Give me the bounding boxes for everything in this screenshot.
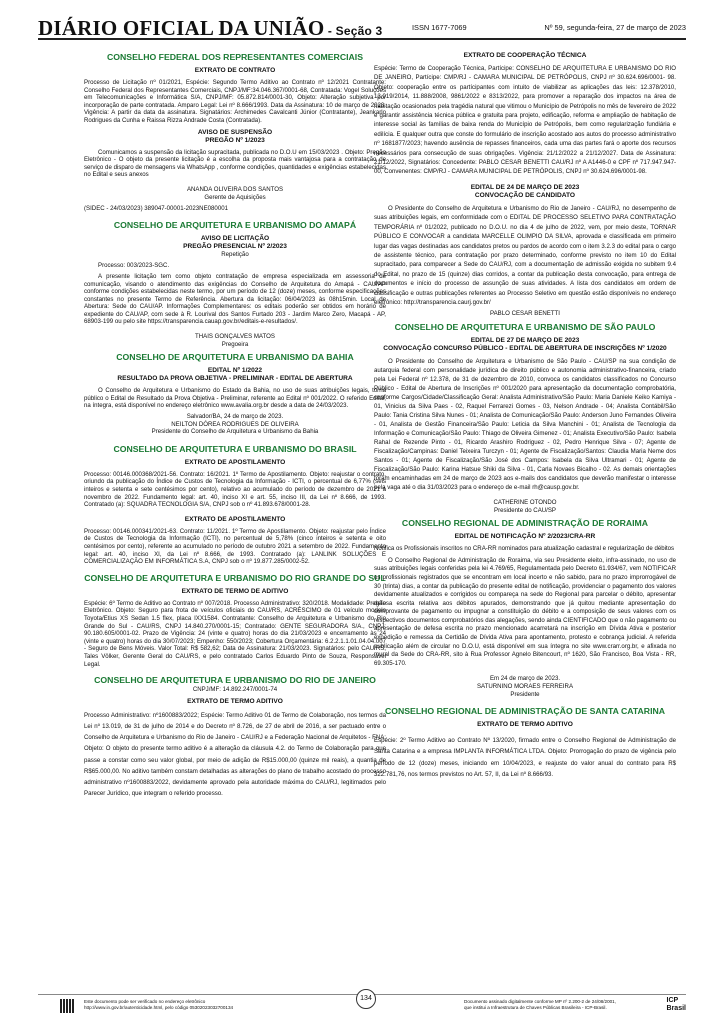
signature-name: SATURNINO MORAES FERREIRA [476,683,574,691]
act-title: EXTRATO DE TERMO ADITIVO [187,697,283,705]
signature-place-date: Salvador/BA, 24 de março de 2023. [186,413,284,421]
act-title: RESULTADO DA PROVA OBJETIVA - PRELIMINAR - EDITAL DE ABERTURA [117,375,353,383]
org-heading: CONSELHO DE ARQUITETURA E URBANISMO DE SÃO PAULO [394,321,656,332]
act-title: EXTRATO DE COOPERAÇÃO TÉCNICA [463,52,587,59]
act-title: AVISO DE SUSPENSÃO [197,128,273,136]
issn: ISSN 1677-7069 [412,23,467,32]
edition-info: Nº 59, segunda-feira, 27 de março de 2023 [544,23,686,32]
paragraph: Espécie: 6º Termo de Aditivo ao Contrato nº 007/2018. Processo Administrativo: 320/2018. Modalidade: Pregão Eletrônico. Objeto: Seguro para frota de veículos oficiais do CAU/RS, ACRÉSCIMO de 01 veículo modelo Toyota/Etius XS Sedan 1.5 flex, placa IXX1584. Contratante: Conselho de Arquitetura e Urbanismo do Rio Grande do Sul - CAU/RS, CNPJ 14.840.270/0001-15; Contratado: GENTE SEGURADORA S/A., CNPJ: 90.180.605/0001-02. Prazo de Vigência: 24 (vinte e quatro) horas do dia 21/03/2023 e encerramento às 24 (vinte e quatro) horas do dia 30/07/2023; Empenho: 550/2023; Cobertura Orçamentária: 6.2.2.1.1.01.04.04.007 - Seguro de Bens Móveis. Valor Total: R$ 582,62; Data de Assinatura: 21/03/2023. Signatários: pelo CAU/RS, Tales Völker, Gerente Geral do CAU/RS, e pelo contratado Carlos Eduardo Pinto de Souza, Responsável Legal. [84,599,386,668]
paragraph: Comunicamos a suspensão da licitação supracitada, publicada no D.O.U em 15/03/2023 . Objeto: Pregão Eletrônico - O objeto da presente licitação é a escolha da proposta mais vantajosa para a contratação de serviço de disparo de mensagens via WhatsApp , conforme condições, quantidades e exigências estabelecidas no Edital e seus anexos [84,148,386,179]
section-label: - Seção 3 [324,24,383,38]
signature-role: Gerente de Aquisições [204,193,266,201]
act-title: EXTRATO DE APOSTILAMENTO [184,458,286,466]
act-title: PREGÃO PRESENCIAL Nº 2/2023 [183,242,287,250]
page-footer [38,994,686,1019]
paragraph: Processo: 00146.000368/2021-56. Contrato: 16/2021. 1º Termo de Apostilamento. Objeto: reajustar o contrato, oriundo da publicação do Índice de Custos de Tecnologia da Informação - ICTI, o percentual de 6,77% (seis inteiros e setenta e sete centésimos por cento), relativo ao acumulado do período de dezembro de 2021 a novembro de 2022. Fundamento legal: art. 40, inciso XI e art. 55, inciso III, da Lei nº 8.666, de 1993. Contratado (a): SQUADRA TECNOLOGIA S/A, CNPJ sob o nº 41.893.678/0001-28. [84,470,386,509]
org-heading: CONSELHO DE ARQUITETURA E URBANISMO DO BRASIL [113,443,357,454]
footer-signature-note: Documento assinado digitalmente conforme MP nº 2.200-2 de 24/08/2001, que institui a Infraestrutura de Chaves Públicas Brasileira - ICP-Brasil. [464,999,617,1010]
act-title: EDITAL DE NOTIFICAÇÃO Nº 2/2023/CRA-RR [454,533,596,541]
paragraph: Processo: 003/2023-SGC. [98,262,170,270]
act-title: EDITAL Nº 1/2022 [207,367,263,375]
paragraph: O Presidente do Conselho de Arquitetura e Urbanismo do Rio de Janeiro - CAU/RJ, no desempenho de suas atribuições legais, em conformidade com o EDITAL DE PROCESSO SELETIVO PARA CONTRATAÇÃO TEMPORÁRIA nº 01/2022, publicado no D.O.U. no dia 4 de julho de 2022, vem, por meio deste, TORNAR PÚBLICO E CONVOCAR a candidata MARCELLE OLIMPIO DA SILVA, aprovada e classificada em primeiro lugar das vagas destinadas aos candidatos pretos ou pardos de acordo com o item 3.2.3 do edital para o cargo de assistente técnico, para contratação por prazo determinado, conforme previsto no item 10 do Edital supracitado, para comparecer a Sede do CAU/RJ, com a documentação de admissão exigida no subitem 9.4 do Edital, no prazo de 15 (quinze) dias corridos, a contar da publicação desta convocação, para entrega de documentos e início do processo de assunção de suas atividades. A lista dos candidatos em ordem de classificação e outras publicações referentes ao Processo Seletivo em questão estão disponíveis no endereço eletrônico: http://transparencia.caurj.gov.br/ [374,204,676,306]
act-title: CONVOCAÇÃO CONCURSO PÚBLICO - EDITAL DE ABERTURA DE INSCRIÇÕES Nº 1/2020 [383,344,667,352]
act-title: EDITAL DE 24 DE MARÇO DE 2023 [470,183,580,191]
paragraph: Espécie: Termo de Cooperação Técnica, Partícipe: CONSELHO DE ARQUITETURA E URBANISMO DO RIO DE JANEIRO, Partícipe: CMP/RJ - CAMARA MUNICIPAL DE PETRÓPOLIS, CNPJ nº 30.624.696/0001- 98. Objeto: cooperação entre os partícipantes com intuito de viabilizar as aplicações das leis: 12.378/2010, 13.019/2014, 11.888/2008, 9861/2022 e 8313/2022, para promover a reparação dos impactos na área de habitação ocasionados pela tragédia natural que vitimou o Município de Petrópolis no mês de fevereiro de 2022 e garantir assistência técnica pública e gratuita para projeto, edificação, reforma e ampliação de habitação de interesse social às famílias de baixa renda do Município de Petrópolis, bem como regularização fundiária e edilícia. E qualquer outra que conste do formulário de inscrição acostado aos autos do processo administrativo nº 1681877/2023; havendo ausência de repasses financeiros, cada uma das partes fará o aporte dos recursos necessários para consecução de suas obrigações. Vigência: 21/12/2022 a 21/12/2027. Data de Assinatura: 21/12/2022, Signatários: Concedente: PABLO CESAR BENETTI CAU/RJ nº A A1446-0 e CPF nº 717.947.947-00, Convenentes: CMP/RJ - CAMARA MUNICIPAL DE PETRÓPOLIS, CNPJ nº 30.624.696/0001-98. [374,65,676,176]
act-title: EXTRATO DE TERMO ADITIVO [477,721,573,729]
signature-role: Pregoeira [221,340,249,348]
paragraph: Processo Administrativo: nº1600883/2022; Espécie: Termo Aditivo 01 de Termo de Colaboração, nos termos da Lei nº 13.019, de 31 de julho de 2014 e do Decreto nº 8.726, de 27 de abril de 2016, a ser pactuado entre o Conselho de Arquitetura e Urbanismo do Rio de Janeiro - CAU/RJ e a Federação Nacional de Arquitetos - FNA; Objeto: O objeto do presente termo aditivo é a alteração da cláusula 4.2. do Termo de Colaboração para que passe a constar como seu valor global, por meio de adição de R$15.000,00 (quinze mil reais), a quantia de R$65.000,00. No aditivo também constam detalhadas as alterações do plano de trabalho acostado do processo administrativo nº1600883/2022, devidamente aprovado pela autoridade máxima do CAU/RJ, legitimados pelo Parecer Jurídico, que integram o referido processo. [84,711,386,798]
paragraph: Espécie: 2º Termo Aditivo ao Contrato Nº 13/2020, firmado entre o Conselho Regional de Administração de Santa Catarina e a empresa IMPLANTA INFORMÁTICA LTDA. Objeto: Prorrogação do prazo de vigência pelo período de 12 (doze) meses, iniciando em 10/04/2023, e reajuste do valor anual do contrato para R$ 322.781,76, nos termos previstos no Art. 57, II, da Lei nº 8.666/93. [374,737,676,778]
signature-role: Presidente do CAU/SP [494,506,556,514]
org-heading: CONSELHO FEDERAL DOS REPRESENTANTES COMERCIAIS [107,52,363,62]
signature-date: Em 24 de março de 2023. [489,675,561,683]
paragraph: O Conselho Regional de Administração de Roraima, via seu Presidente eleito, infra-assinado, no uso de suas atribuições legais conferidas pela lei 4.769/65, Regulamentada pelo Decreto 61.934/67, vem NOTIFICAR os profissionais registrados que se encontram em local incerto e não sabido, para no prazo improrrogável de 30 (trinta) dias, a contar da publicação do presente edital de notificação, providenciar o pagamento dos valores devidamente atualizados e corrigidos ou compareça na sede do Regional para parcelar o débito, apresentar defesa escrita relativa aos débitos apurados, demonstrando que já quitou mediante apresentação do comprovante de pagamento ou impugnar a constituição do débito e a composição de seus valores com os respectivos documentos comprobatórios das alegações, sendo ainda CIENTIFICADO que o não pagamento ou apresentação de defesa escrita no prazo mencionado acarretará na inscrição em Dívida Ativa e posterior expedição e remessa da Certidão de Dívida Ativa para apontamento, protesto e cobrança judicial. A referida publicação além de circular no D.O.U, está disponível em sua íntegra no site www.crarr.org.br, e afixada no mural da Sede do CRA-RR, sito à Rua Professor Agnelo Bitencourt, nº 1620, São Francisco, Boa Vista - RR, 69.305-170. [374,556,676,667]
act-subtitle: Repetição [221,250,249,258]
org-heading: CONSELHO DE ARQUITETURA E URBANISMO DO RIO GRANDE DO SUL [84,572,386,583]
signature-role: Presidente [510,690,540,698]
paragraph: Processo: 00146.000341/2021-63. Contrato: 11/2021. 1º Termo de Apostilamento. Objeto: reajustar pelo Índice de Custos de Tecnologia da Informação (ICTI), no percentual de 5,78% (cinco inteiros e setenta e oito centésimos por cento), referente ao acumulado no período de outubro 2021 a setembro de 2022. Fundamento legal: art. 40, inciso XI, da Lei nº 8.666, de 1993. Contratado (a): LANLINK SOLUÇÕES E COMERCIALIZAÇÃO EM INFORMÁTICA S.A, CNPJ sob o nº 19.877.285/0002-52. [84,527,386,566]
signature-name: ANANDA OLIVEIRA DOS SANTOS [186,185,284,193]
org-heading: CONSELHO REGIONAL DE ADMINISTRAÇÃO DE SANTA CATARINA [384,706,666,717]
page-header [38,14,686,40]
paragraph: Notifica os Profissionais inscritos no CRA-RR nominados para atualização cadastral e regularização de débitos [374,545,675,553]
org-heading: CONSELHO DE ARQUITETURA E URBANISMO DO AMAPÁ [113,219,357,230]
page-number: 134 [356,989,376,1009]
right-column [374,52,676,783]
paragraph: O Conselho de Arquitetura e Urbanismo do Estado da Bahia, no uso de suas atribuições legais, torna público o Edital de Resultado da Prova Objetiva - Preliminar, referente ao Edital nº 001/2022. O referido Edital, na íntegra, está disponível no endereço eletrônico www.avalia.org.br desde a data de 24/03/2023. [84,387,386,410]
act-title: EDITAL DE 27 DE MARÇO DE 2023 [470,336,580,344]
signature-name: NEILTON DÓREA RODRIGUES DE OLIVEIRA [171,420,299,428]
act-title: EXTRATO DE TERMO DE ADITIVO [181,587,289,595]
act-title: EXTRATO DE APOSTILAMENTO [184,515,286,523]
sidec-reference: (SIDEC - 24/03/2023) 389047-00001-2023NE080001 [84,205,228,213]
cnpj: CNPJ/MF: 14.892.247/0001-74 [192,686,278,694]
act-title: AVISO DE LICITAÇÃO [200,234,270,242]
footer-verification: Este documento pode ser verificado no endereço eletrônico http://www.in.gov.br/autenticidade.html, pelo código 05302023032700134 [84,999,234,1010]
paragraph: Processo de Licitação nº 01/2021, Espécie: Segundo Termo Aditivo ao Contrato nº 12/2021 Contratante: Conselho Federal dos Representantes Comerciais, CNPJ/MF:34.046.367/0001-68, Contratada: Vogel Soluções em Telecomunicações e Informática S/A, CNPJ/MF: 05.872.814/0001-30, Objeto: Alteração subjetiva por incorporação de parte contratada. Amparo Legal: Lei nº 8.666/1993. Data da Assinatura: 10 de março de 2023. Vigência: A partir da data da assinatura. Signatários: Archimedes Cavalcanti Júnior (Contratante), Jeankarlo Rodrigues da Cunha e Raissa Rizza Andrade Costa (Contratada). [84,79,386,124]
signature-role: Presidente do Conselho de Arquitetura e Urbanismo da Bahia [151,428,319,436]
org-heading: CONSELHO DE ARQUITETURA E URBANISMO DA BAHIA [116,352,354,363]
left-column [84,52,386,802]
newspaper-title: DIÁRIO OFICIAL DA UNIÃO - Seção 3 [38,16,383,40]
act-title: PREGÃO Nº 1/2023 [205,136,265,144]
signature-name: PABLO CESAR BENETTI [490,310,560,318]
act-title: EXTRATO DE CONTRATO [194,67,276,74]
org-heading: CONSELHO REGIONAL DE ADMINISTRAÇÃO DE RORAIMA [401,518,649,529]
qr-code-icon [60,999,74,1013]
paragraph: A presente licitação tem como objeto contratação de empresa especializada em assessoria de comunicação, visando o atendimento das exigências do Conselho de Arquitetura do Amapá - CAU/AP conforme condições estabelecidas neste termo, por um período de 12 (doze) meses, conforme especificações constantes no presente Termo de Referência. Abertura da licitação: 06/04/2023 às 08h15min. Local de Abertura: Sede do CAU/AP. Informações Complementares: os editais poderão ser obtidos em horário de expediente do CAU/AP, com sede à R. Lourival dos Santos Furtado 203 - Jardim Marco Zero, Macapá - AP, 68903-199 ou pelo site https://transparencia.cauap.gov.br/editais-e-resultados/. [84,272,386,326]
paragraph: O Presidente do Conselho de Arquitetura e Urbanismo de São Paulo - CAU/SP na sua condição de autarquia federal com personalidade jurídica de direito público e autonomia administrativo-financeira, criado pela Lei Federal nº 12.378, de 31 de dezembro de 2010, convoca os candidatos classificados no Concurso Público - Edital de Abertura de Inscrições nº 001/2020 para apresentação da documentação comprobatória, conforme Cargos/Cidade/Classificação Geral: Analista Administrativo/São Paulo: Maria Daniele Keiko Kamiya - 01, Vinicius da Silva Paes - 02, Raquel Ferrarezi Gomes - 03, Nelson Andrade - 04; Analista Contábil/São Paulo: Tania Cristina Silva Nunes - 01; Analista de Comunicação/São Paulo: Anderson Juno Fernandes Oliveira - 01, Analista de Gestão Financeira/São Paulo: Leticia da Silva Manchini - 01; Analista de Tecnologia da Informação e Comunicação/São Paulo: Thiago de Oliveira Gimenez - 01; Analista Executivo/São Paulo: Isabela Rahal de Rezende Pinto - 01, Ricardo Arashiro Rodriguez - 02, Pedro Henrique Silva - 07; Agente de Fiscalização/Campinas: Daniel Teixeira Turczyn - 01; Agente de Fiscalização/Santos: Claudia Maria Neme dos Santos - 01; Agente de Fiscalização/São José dos Campos: Isabela da Silva Ultramari - 01; Agente de Fiscalização/São Paulo: Karina Hatsue Shiki da Silva - 01, Carla Novaes Bicalho - 02. As demais orientações foram encaminhadas em 24 de março de 2023 aos e-mails dos candidatos que deverão manifestar o interesse pela vaga até o dia 31/03/2023 para o endereço de e-mail rh@causp.gov.br. [374,357,676,491]
signature-name: CATHERINE OTONDO [493,498,557,506]
signature-name: THAIS GONÇALVES MATOS [195,333,275,341]
act-title: CONVOCAÇÃO DE CANDIDATO [474,191,576,199]
org-heading: CONSELHO DE ARQUITETURA E URBANISMO DO RIO DE JANEIRO [94,675,376,686]
icp-brasil-logo: ICP Brasil [666,997,686,1012]
